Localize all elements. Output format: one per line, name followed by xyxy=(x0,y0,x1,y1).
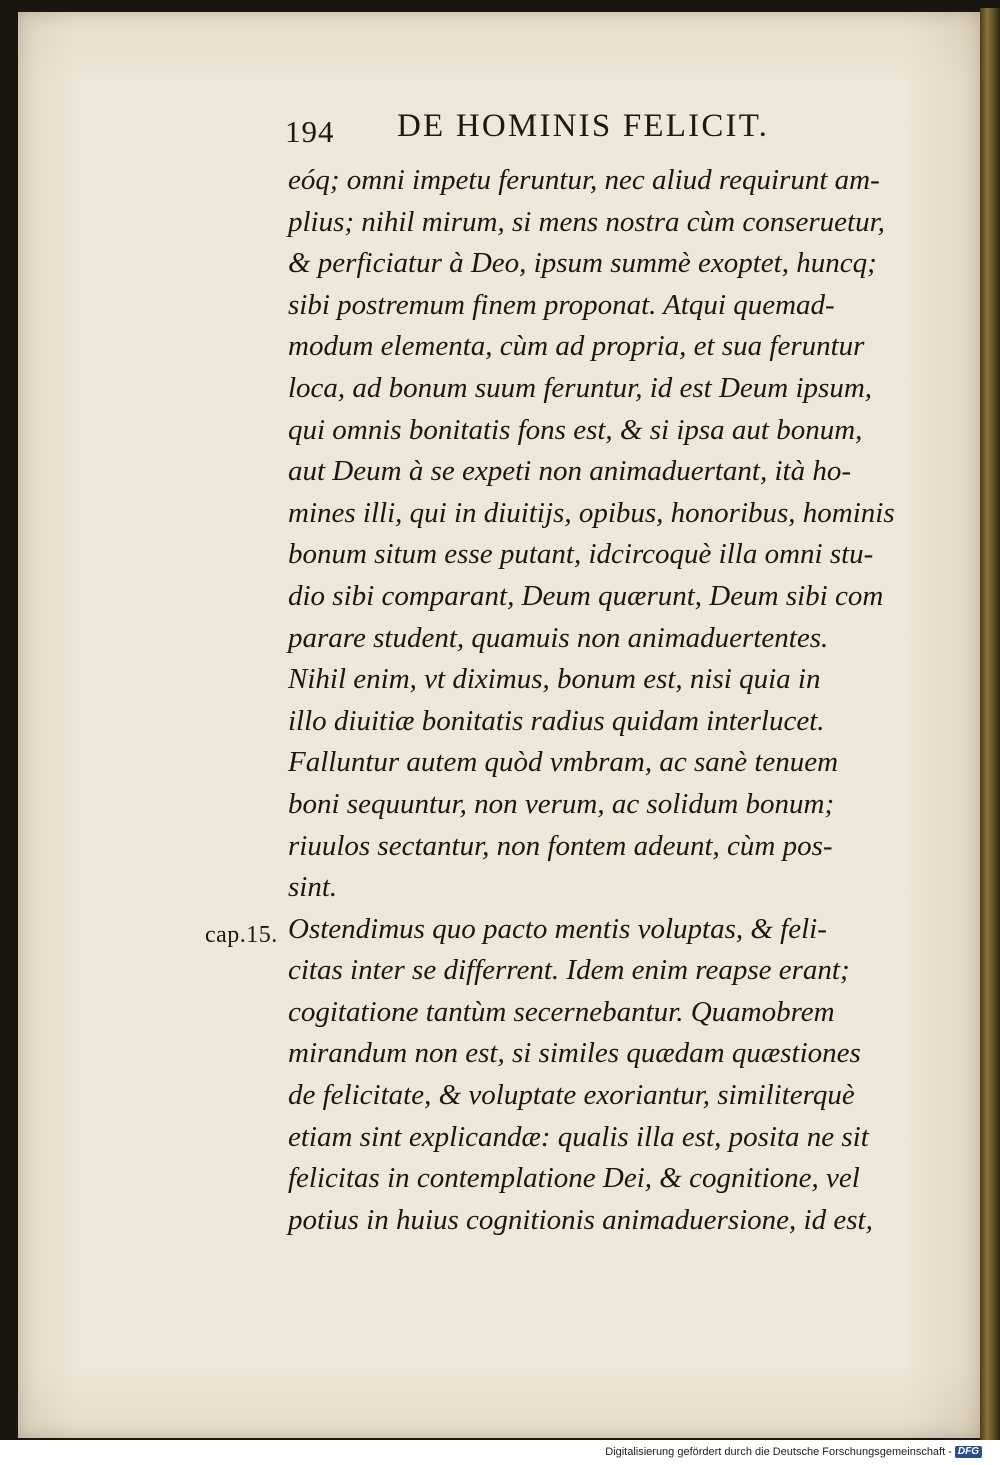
page-number: 194 xyxy=(285,114,335,149)
credit-text: Digitalisierung gefördert durch die Deutsche Forschungsgemeinschaft - xyxy=(605,1446,952,1458)
text-line: mines illi, qui in diuitijs, opibus, honoribus, hominis xyxy=(288,496,895,529)
text-line: dio sibi comparant, Deum quærunt, Deum sibi com xyxy=(288,579,884,612)
text-line: & perficiatur à Deo, ipsum summè exoptet, huncq; xyxy=(288,247,877,280)
text-line: loca, ad bonum suum feruntur, id est Deum ipsum, xyxy=(288,371,873,404)
text-line: cogitatione tantùm secernebantur. Quamobrem xyxy=(288,995,835,1028)
text-line: de felicitate, & voluptate exoriantur, similiterquè xyxy=(288,1079,855,1112)
text-line: Falluntur autem quòd vmbram, ac sanè tenuem xyxy=(288,746,839,779)
marginal-chapter-note: cap.15. xyxy=(205,922,278,948)
dfg-logo: DFG xyxy=(955,1446,982,1458)
text-line: bonum situm esse putant, idcircoquè illa omni stu- xyxy=(288,538,874,571)
text-line: boni sequuntur, non verum, ac solidum bonum; xyxy=(288,787,835,820)
text-line: sibi postremum finem proponat. Atqui quemad- xyxy=(288,288,835,321)
text-line: eóq; omni impetu feruntur, nec aliud requirunt am- xyxy=(288,164,880,196)
text-line: sint. xyxy=(288,871,338,904)
text-line: parare student, quamuis non animaduertentes. xyxy=(288,621,829,654)
book-edge xyxy=(980,8,1000,1440)
body-text xyxy=(288,160,908,1241)
text-line: illo diuitiæ bonitatis radius quidam interlucet. xyxy=(288,704,825,737)
text-line: qui omnis bonitatis fons est, & si ipsa aut bonum, xyxy=(288,413,863,446)
text-line: modum elementa, cùm ad propria, et sua feruntur xyxy=(288,330,865,363)
running-title: DE HOMINIS FELICIT. xyxy=(397,108,770,144)
text-line: potius in huius cognitionis animaduersione, id est, xyxy=(288,1203,873,1236)
text-line: Ostendimus quo pacto mentis voluptas, & feli- xyxy=(288,912,827,945)
text-line: citas inter se differrent. Idem enim reapse erant; xyxy=(288,954,850,987)
text-line: etiam sint explicandæ: qualis illa est, posita ne sit xyxy=(288,1120,869,1153)
text-line: Nihil enim, vt diximus, bonum est, nisi quia in xyxy=(288,663,821,696)
digitization-credit xyxy=(605,1446,982,1458)
running-head xyxy=(285,108,905,148)
text-line: riuulos sectantur, non fontem adeunt, cùm pos- xyxy=(288,829,833,862)
text-line: felicitas in contemplatione Dei, & cognitione, vel xyxy=(288,1162,860,1195)
text-line: mirandum non est, si similes quædam quæstiones xyxy=(288,1037,861,1070)
text-line: plius; nihil mirum, si mens nostra cùm conseruetur, xyxy=(288,205,885,238)
text-line: aut Deum à se expeti non animaduertant, ità ho- xyxy=(288,455,851,488)
